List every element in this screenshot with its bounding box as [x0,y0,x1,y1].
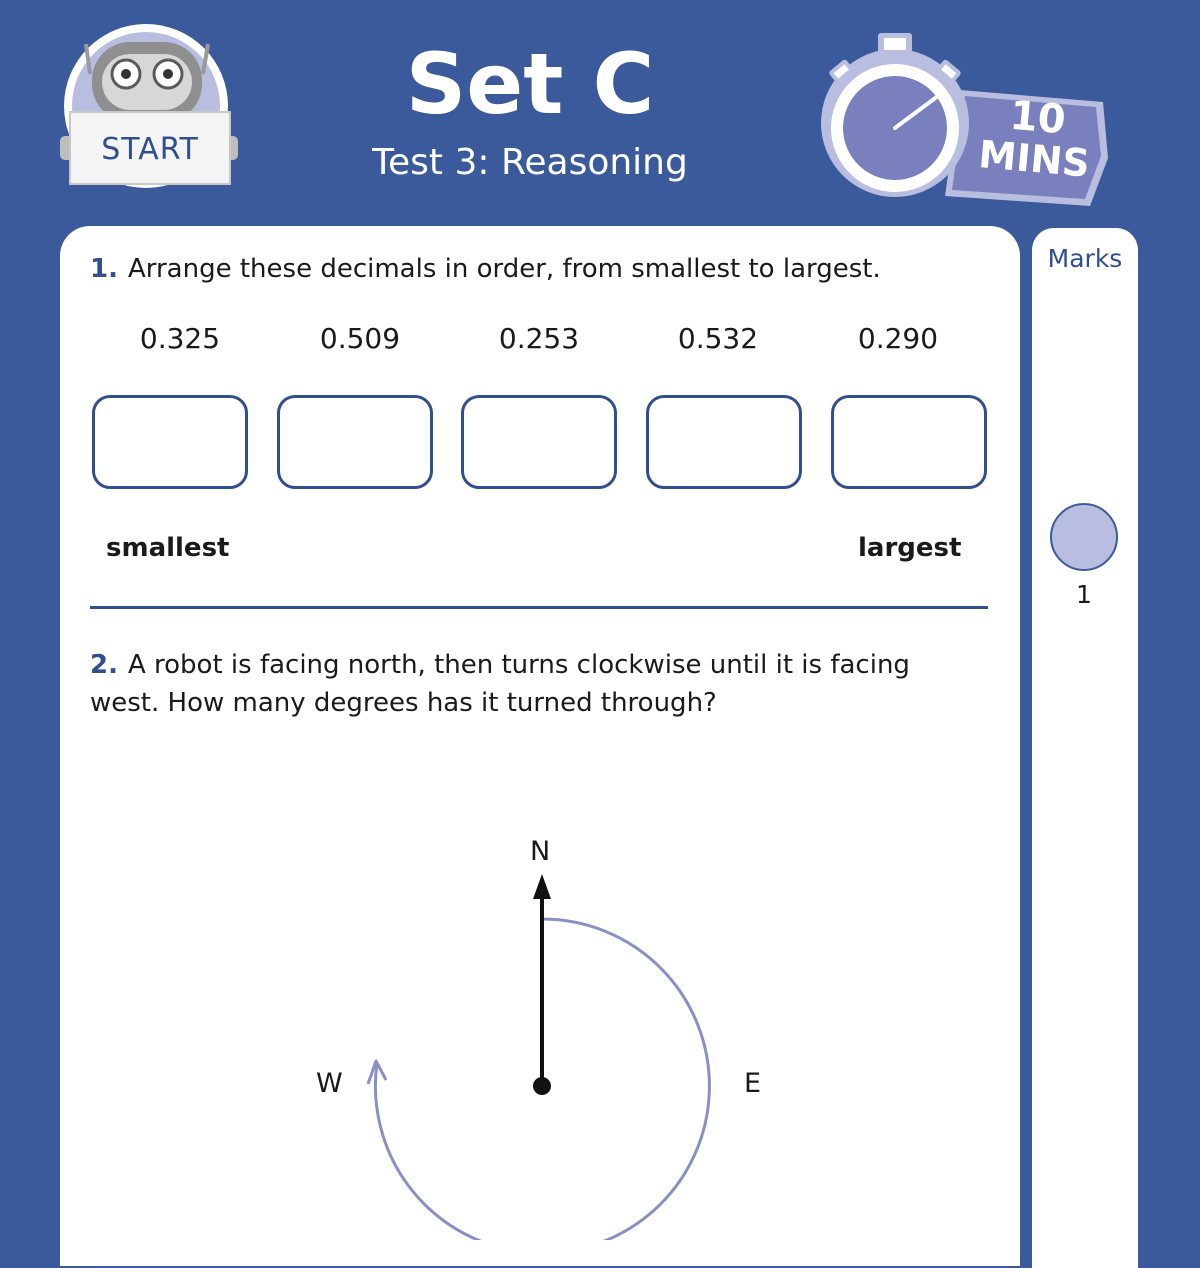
question-divider [90,606,988,609]
compass-label-north: N [530,836,551,867]
answer-box-2[interactable] [277,395,433,489]
question-2-text: A robot is facing north, then turns clockwise until it is facing west. How many degrees has it turned through? [90,650,910,718]
smallest-label: smallest [106,533,230,563]
mark-circle-q1[interactable] [1050,503,1118,571]
start-sign-label: START [101,131,199,167]
question-2 [90,646,970,722]
question-2-number: 2. [90,650,118,680]
marks-column [1032,228,1138,1268]
question-1-text: Arrange these decimals in order, from smallest to largest. [127,254,881,284]
answer-box-5[interactable] [831,395,987,489]
timer-value: 10 [1008,92,1068,144]
mark-value-q1: 1 [1076,580,1092,609]
decimal-value: 0.532 [677,322,759,355]
north-arrowhead [533,874,551,899]
decimal-value: 0.509 [319,322,401,355]
compass-center [533,1077,551,1095]
question-1 [90,250,881,288]
set-title: Set C [405,35,655,133]
timer-label [969,93,1103,184]
test-subtitle: Test 3: Reasoning [372,142,688,183]
compass-diagram [300,860,800,1240]
answer-box-4[interactable] [646,395,802,489]
answer-box-3[interactable] [461,395,617,489]
timer-unit: MINS [976,132,1092,186]
compass-label-west: W [316,1068,343,1099]
question-1-number: 1. [90,254,118,284]
marks-title: Marks [1047,244,1123,273]
decimal-value: 0.253 [498,322,580,355]
largest-label: largest [858,533,962,563]
compass-label-east: E [744,1068,762,1099]
decimal-value: 0.290 [857,322,939,355]
decimal-value: 0.325 [139,322,221,355]
answer-box-1[interactable] [92,395,248,489]
